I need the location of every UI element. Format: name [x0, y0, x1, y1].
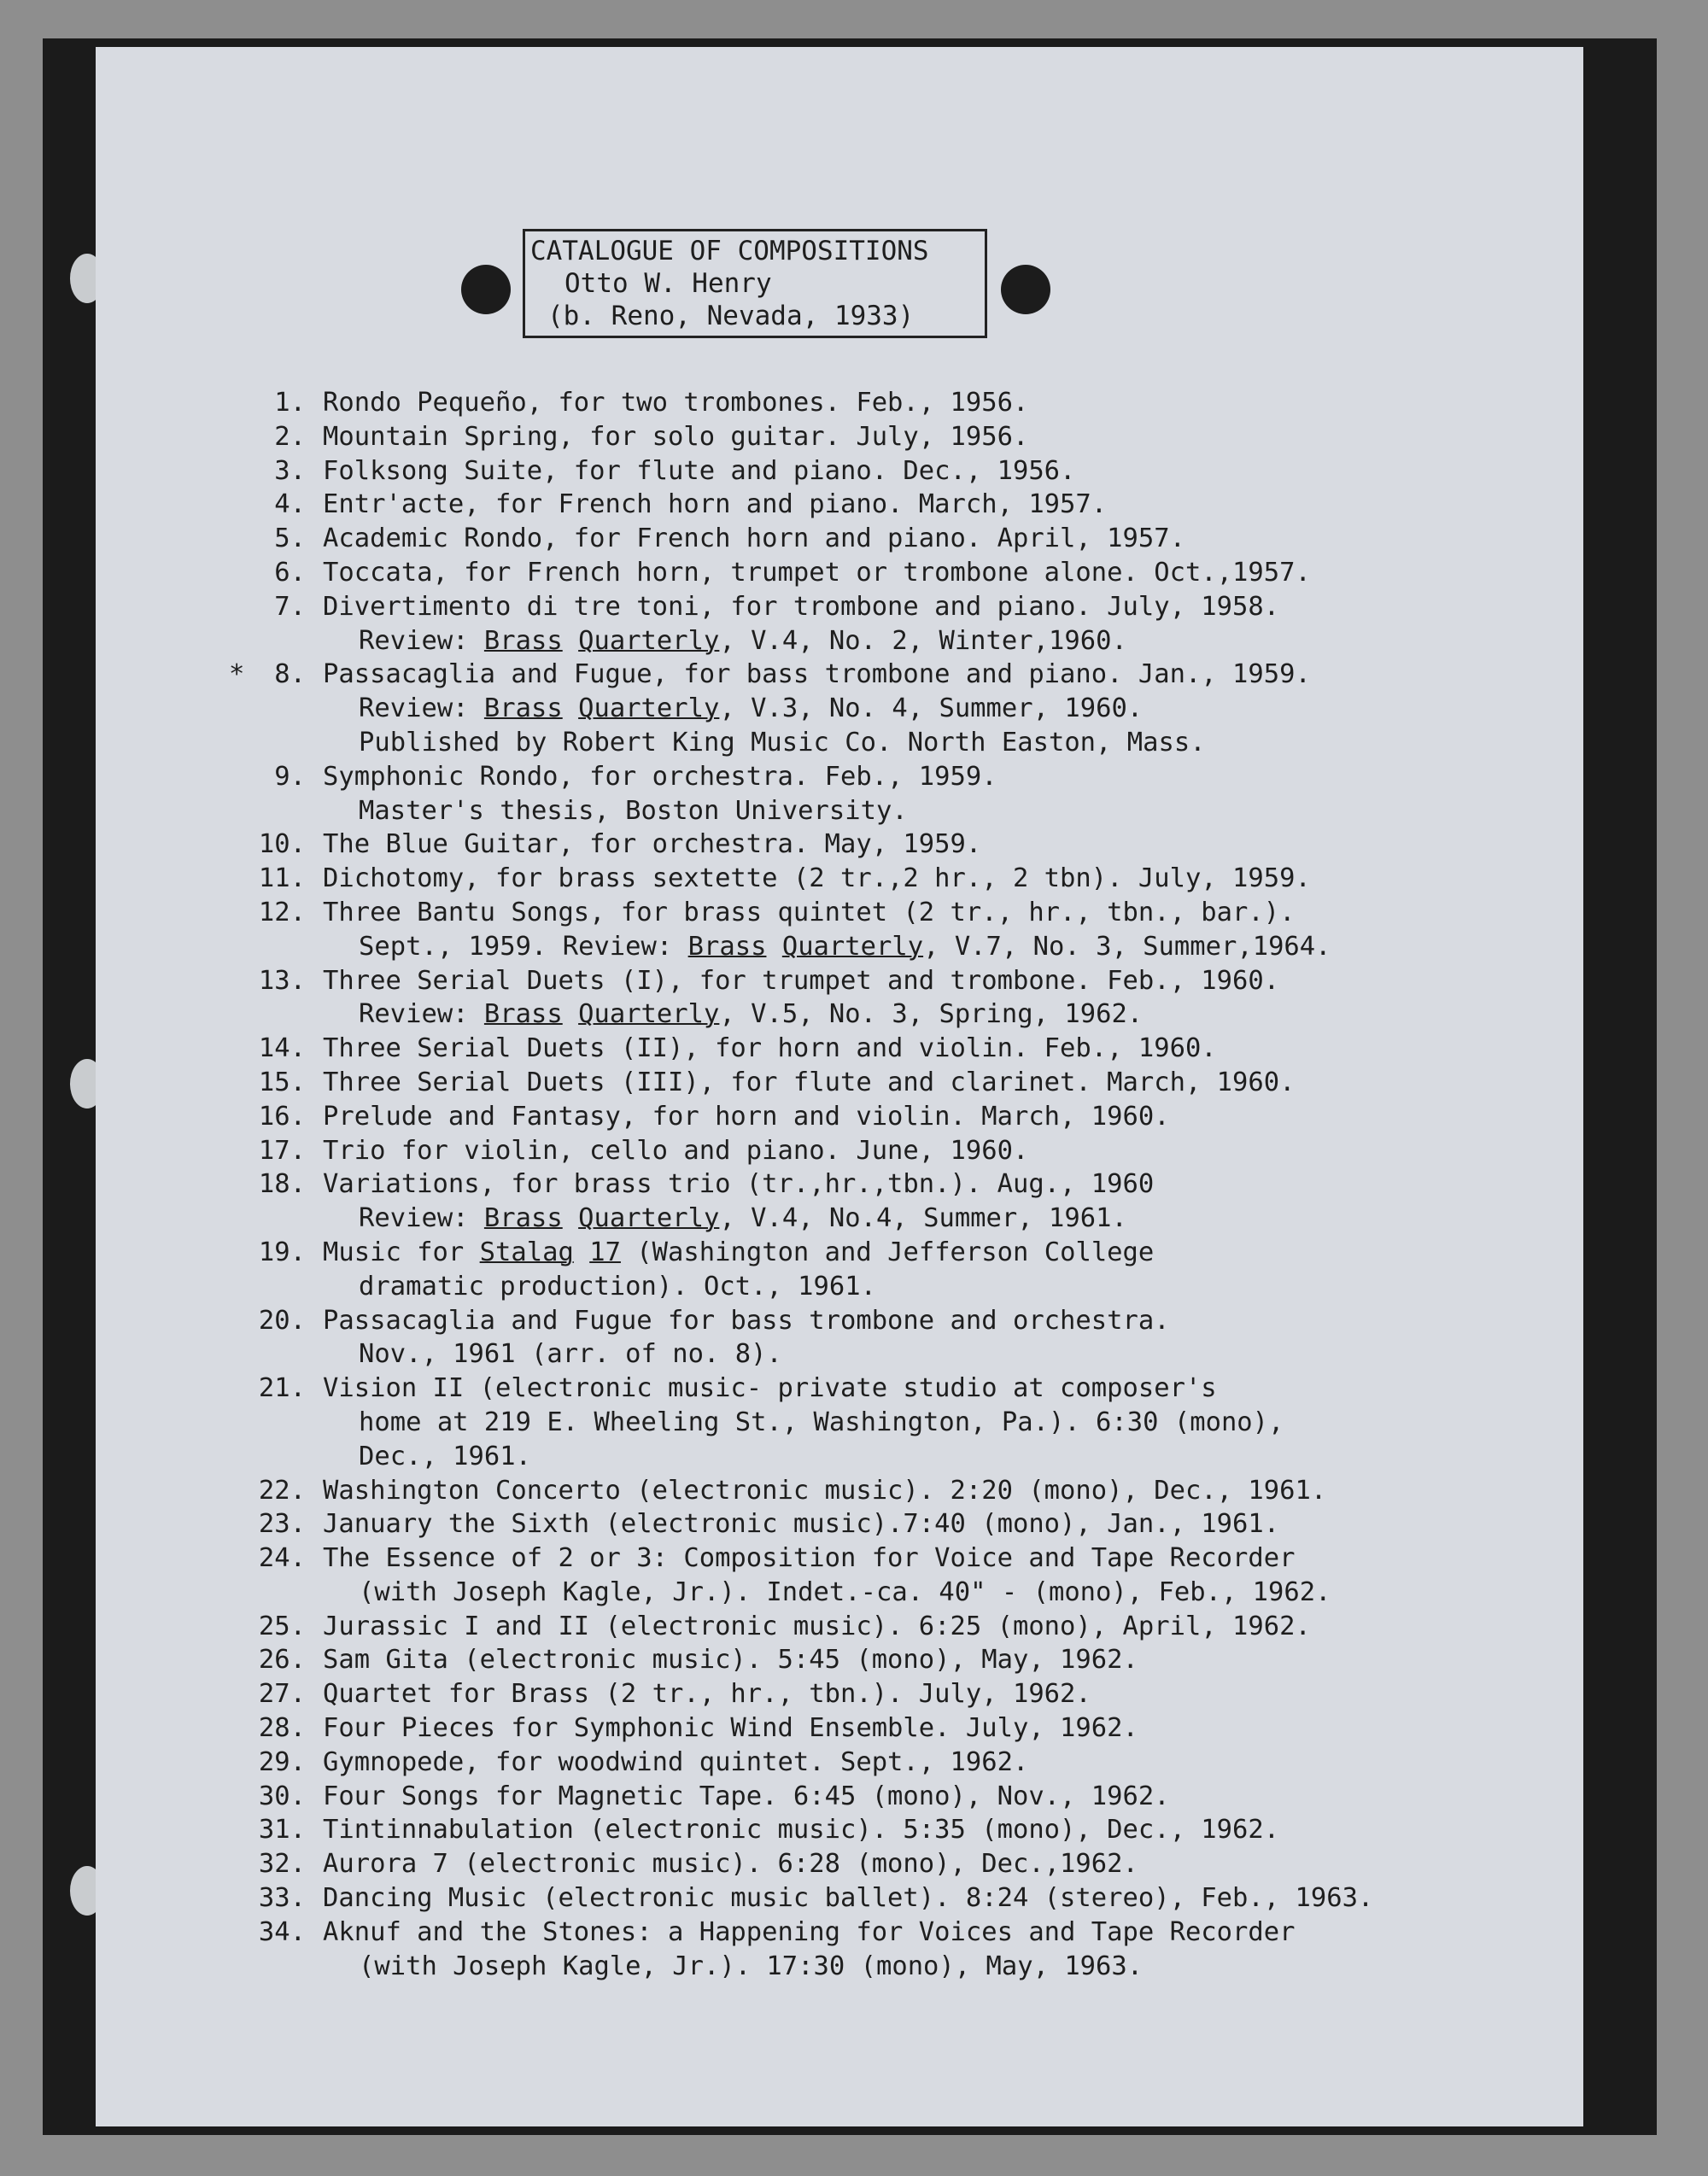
continuation-line: dramatic production). Oct., 1961.: [359, 1271, 876, 1302]
entry-text: Gymnopede, for woodwind quintet. Sept., 1962.: [323, 1746, 1029, 1777]
list-item: [248, 1304, 1580, 1372]
review-line: [248, 692, 1580, 726]
entry-number: 9.: [274, 761, 306, 792]
entry-line: [248, 1881, 1580, 1916]
list-item: [248, 488, 1580, 522]
review-text: Sept., 1959. Review:: [359, 931, 688, 962]
entry-text: Three Serial Duets (III), for flute and clarinet. March, 1960.: [323, 1067, 1296, 1097]
entry-line: [248, 454, 1580, 488]
review-text: Review:: [359, 1203, 484, 1234]
entry-number: 31.: [258, 1815, 306, 1846]
review-text: , V.5, No. 3, Spring, 1962.: [719, 999, 1144, 1030]
list-item: [248, 828, 1580, 862]
entry-title-underlined: 17: [589, 1237, 621, 1267]
asterisk-mark: *: [229, 659, 245, 690]
review-line: [248, 624, 1580, 658]
entry-number: 16.: [258, 1101, 306, 1132]
journal-title: Quarterly: [781, 931, 924, 962]
catalogue-header: [523, 229, 987, 338]
entry-line: [248, 1847, 1580, 1881]
entry-line: [248, 590, 1580, 624]
entry-text: Dichotomy, for brass sextette (2 tr.,2 hr., 2 tbn). July, 1959.: [323, 863, 1311, 894]
entry-number: 12.: [258, 897, 306, 927]
entry-line: [248, 1474, 1580, 1508]
journal-title: Quarterly: [578, 1203, 720, 1234]
entry-number: 8.: [274, 659, 306, 690]
entry-number: 25.: [258, 1611, 306, 1641]
entry-text: Divertimento di tre toni, for trombone and piano. July, 1958.: [323, 591, 1280, 622]
entry-number: 26.: [258, 1645, 306, 1676]
entry-number: 29.: [258, 1746, 306, 1777]
entry-text: Washington Concerto (electronic music). 2:20 (mono), Dec., 1961.: [323, 1475, 1327, 1506]
entry-number: 5.: [274, 524, 306, 554]
entry-text: Symphonic Rondo, for orchestra. Feb., 1959.: [323, 761, 997, 792]
entry-line: [248, 1100, 1580, 1134]
entry-text: Three Bantu Songs, for brass quintet (2 tr., hr., tbn., bar.).: [323, 897, 1296, 927]
entry-text: Jurassic I and II (electronic music). 6:25 (mono), April, 1962.: [323, 1611, 1311, 1641]
list-item: [248, 1881, 1580, 1916]
entry-number: 1.: [274, 388, 306, 418]
entry-text: The Essence of 2 or 3: Composition for Voice and Tape Recorder: [323, 1543, 1296, 1574]
list-item: [248, 454, 1580, 488]
journal-title: Brass: [483, 999, 563, 1030]
review-text: , V.4, No. 2, Winter,1960.: [719, 625, 1127, 656]
entry-line: [248, 522, 1580, 556]
continuation-line: Published by Robert King Music Co. North Easton, Mass.: [359, 727, 1206, 758]
journal-title: Quarterly: [578, 625, 720, 656]
list-item: [248, 420, 1580, 454]
list-item: [248, 1916, 1580, 1984]
composer-birth: (b. Reno, Nevada, 1933): [547, 301, 915, 331]
list-item: [248, 1474, 1580, 1508]
list-item: [248, 1746, 1580, 1780]
entry-line: [248, 828, 1580, 862]
entry-line: [248, 1677, 1580, 1711]
entry-number: 33.: [258, 1883, 306, 1914]
entry-number: 23.: [258, 1509, 306, 1540]
review-line: [248, 1202, 1580, 1236]
entry-text: Trio for violin, cello and piano. June, 1960.: [323, 1135, 1029, 1166]
entry-number: 21.: [258, 1373, 306, 1404]
entry-line: [248, 1032, 1580, 1066]
entry-text: Quartet for Brass (2 tr., hr., tbn.). July, 1962.: [323, 1679, 1091, 1710]
entry-line: [248, 1134, 1580, 1168]
entry-text: Dancing Music (electronic music ballet). 8:24 (stereo), Feb., 1963.: [323, 1883, 1374, 1914]
list-item: [248, 1066, 1580, 1100]
continuation-line: (with Joseph Kagle, Jr.). Indet.-ca. 40" - (mono), Feb., 1962.: [359, 1576, 1331, 1607]
entry-line: [248, 1813, 1580, 1847]
entry-text: (Washington and Jefferson College: [620, 1237, 1155, 1267]
entry-text: Aknuf and the Stones: a Happening for Voices and Tape Recorder: [323, 1916, 1296, 1947]
entry-number: 17.: [258, 1135, 306, 1166]
journal-title: Brass: [483, 625, 563, 656]
entry-text: Toccata, for French horn, trumpet or trombone alone. Oct.,1957.: [323, 557, 1311, 588]
entry-line: [248, 862, 1580, 896]
entry-text: Three Serial Duets (II), for horn and violin. Feb., 1960.: [323, 1033, 1217, 1064]
entry-line: [248, 556, 1580, 590]
list-item: [248, 1236, 1580, 1304]
list-item: [248, 862, 1580, 896]
composer-name: Otto W. Henry: [564, 268, 772, 299]
entry-line: [248, 1610, 1580, 1644]
continuation-line: Dec., 1961.: [359, 1441, 531, 1471]
list-item: [248, 1610, 1580, 1644]
entry-line: [248, 1916, 1580, 1950]
journal-title: Brass: [483, 693, 563, 724]
list-item: [229, 658, 1580, 759]
entry-text: Passacaglia and Fugue for bass trombone and orchestra.: [323, 1305, 1170, 1336]
list-item: [248, 1167, 1580, 1236]
entry-text: The Blue Guitar, for orchestra. May, 1959.: [323, 829, 982, 860]
list-item: [248, 760, 1580, 828]
list-item: [248, 964, 1580, 1032]
list-item: [248, 386, 1580, 420]
list-item: [248, 1032, 1580, 1066]
entry-number: 11.: [258, 863, 306, 894]
entry-number: 22.: [258, 1475, 306, 1506]
list-item: [248, 590, 1580, 658]
entry-number: 10.: [258, 829, 306, 860]
entry-line: [248, 1643, 1580, 1677]
entry-number: 32.: [258, 1849, 306, 1880]
list-item: [248, 1780, 1580, 1814]
review-text: Review:: [359, 693, 484, 724]
review-text: , V.3, No. 4, Summer, 1960.: [719, 693, 1144, 724]
continuation-line: (with Joseph Kagle, Jr.). 17:30 (mono), May, 1963.: [359, 1951, 1144, 1981]
punch-hole-right: [1001, 265, 1050, 314]
catalogue-title: CATALOGUE OF COMPOSITIONS: [530, 236, 929, 266]
entry-title-underlined: Stalag: [479, 1237, 574, 1267]
entry-line: [248, 1746, 1580, 1780]
entry-number: 19.: [258, 1237, 306, 1267]
entry-line: [248, 1066, 1580, 1100]
entry-text: Passacaglia and Fugue, for bass trombone and piano. Jan., 1959.: [323, 659, 1311, 690]
entry-text: Aurora 7 (electronic music). 6:28 (mono), Dec.,1962.: [323, 1849, 1138, 1880]
entry-number: 24.: [258, 1543, 306, 1574]
list-item: [248, 1677, 1580, 1711]
entry-text: Tintinnabulation (electronic music). 5:35 (mono), Dec., 1962.: [323, 1815, 1280, 1846]
entry-text: Music for: [323, 1237, 480, 1267]
entry-line: [229, 658, 1580, 692]
list-item: [248, 556, 1580, 590]
review-line: [248, 930, 1580, 964]
list-item: [248, 1813, 1580, 1847]
entry-text: Academic Rondo, for French horn and piano. April, 1957.: [323, 524, 1185, 554]
entry-text: Four Songs for Magnetic Tape. 6:45 (mono), Nov., 1962.: [323, 1781, 1170, 1811]
entry-number: 20.: [258, 1305, 306, 1336]
journal-title: Quarterly: [578, 693, 720, 724]
journal-title: Brass: [687, 931, 767, 962]
entry-line: [248, 1711, 1580, 1746]
continuation-line: Master's thesis, Boston University.: [359, 795, 908, 826]
list-item: [248, 896, 1580, 964]
entry-text: Four Pieces for Symphonic Wind Ensemble. July, 1962.: [323, 1713, 1138, 1744]
entry-number: 34.: [258, 1916, 306, 1947]
journal-title: Quarterly: [578, 999, 720, 1030]
entry-number: 30.: [258, 1781, 306, 1811]
entry-number: 14.: [258, 1033, 306, 1064]
entry-number: 18.: [258, 1169, 306, 1200]
entry-number: 4.: [274, 489, 306, 520]
entry-number: 7.: [274, 591, 306, 622]
entry-text: Folksong Suite, for flute and piano. Dec., 1956.: [323, 455, 1076, 486]
entry-text: Sam Gita (electronic music). 5:45 (mono), May, 1962.: [323, 1645, 1138, 1676]
journal-title: Brass: [483, 1203, 563, 1234]
continuation-line: Nov., 1961 (arr. of no. 8).: [359, 1339, 782, 1370]
entry-text: Mountain Spring, for solo guitar. July, 1956.: [323, 421, 1029, 452]
entry-line: [248, 1372, 1580, 1406]
list-item: [248, 522, 1580, 556]
entry-line: [248, 1304, 1580, 1338]
entry-line: [248, 488, 1580, 522]
list-item: [248, 1541, 1580, 1610]
entry-text: Rondo Pequeño, for two trombones. Feb., 1956.: [323, 388, 1029, 418]
entry-line: [248, 386, 1580, 420]
review-text: , V.4, No.4, Summer, 1961.: [719, 1203, 1127, 1234]
list-item: [248, 1372, 1580, 1473]
list-item: [248, 1643, 1580, 1677]
entry-number: 13.: [258, 965, 306, 996]
entry-number: 6.: [274, 557, 306, 588]
entry-text: January the Sixth (electronic music).7:40 (mono), Jan., 1961.: [323, 1509, 1280, 1540]
list-item: [248, 1134, 1580, 1168]
review-text: , V.7, No. 3, Summer,1964.: [923, 931, 1331, 962]
entry-line: [248, 964, 1580, 998]
entry-text: Three Serial Duets (I), for trumpet and trombone. Feb., 1960.: [323, 965, 1280, 996]
review-text: Review:: [359, 625, 484, 656]
entry-number: 28.: [258, 1713, 306, 1744]
entry-number: 2.: [274, 421, 306, 452]
entry-text: Variations, for brass trio (tr.,hr.,tbn.). Aug., 1960: [323, 1169, 1155, 1200]
entry-text: Entr'acte, for French horn and piano. March, 1957.: [323, 489, 1108, 520]
list-item: [248, 1507, 1580, 1541]
entry-line: [248, 896, 1580, 930]
entry-number: 3.: [274, 455, 306, 486]
list-item: [248, 1711, 1580, 1746]
entry-line: [248, 1236, 1580, 1270]
review-line: [248, 997, 1580, 1032]
entry-text: Vision II (electronic music- private studio at composer's: [323, 1373, 1217, 1404]
review-text: Review:: [359, 999, 484, 1030]
entry-line: [248, 1507, 1580, 1541]
entry-line: [248, 760, 1580, 794]
list-item: [248, 1100, 1580, 1134]
continuation-line: home at 219 E. Wheeling St., Washington, Pa.). 6:30 (mono),: [359, 1407, 1284, 1437]
punch-hole-left: [461, 265, 511, 314]
entry-line: [248, 1167, 1580, 1202]
entry-text: Prelude and Fantasy, for horn and violin. March, 1960.: [323, 1101, 1170, 1132]
entry-line: [248, 1780, 1580, 1814]
entry-number: 15.: [258, 1067, 306, 1097]
list-item: [248, 1847, 1580, 1881]
entry-line: [248, 1541, 1580, 1576]
entry-number: 27.: [258, 1679, 306, 1710]
compositions-list: [229, 386, 1580, 1983]
entry-line: [248, 420, 1580, 454]
